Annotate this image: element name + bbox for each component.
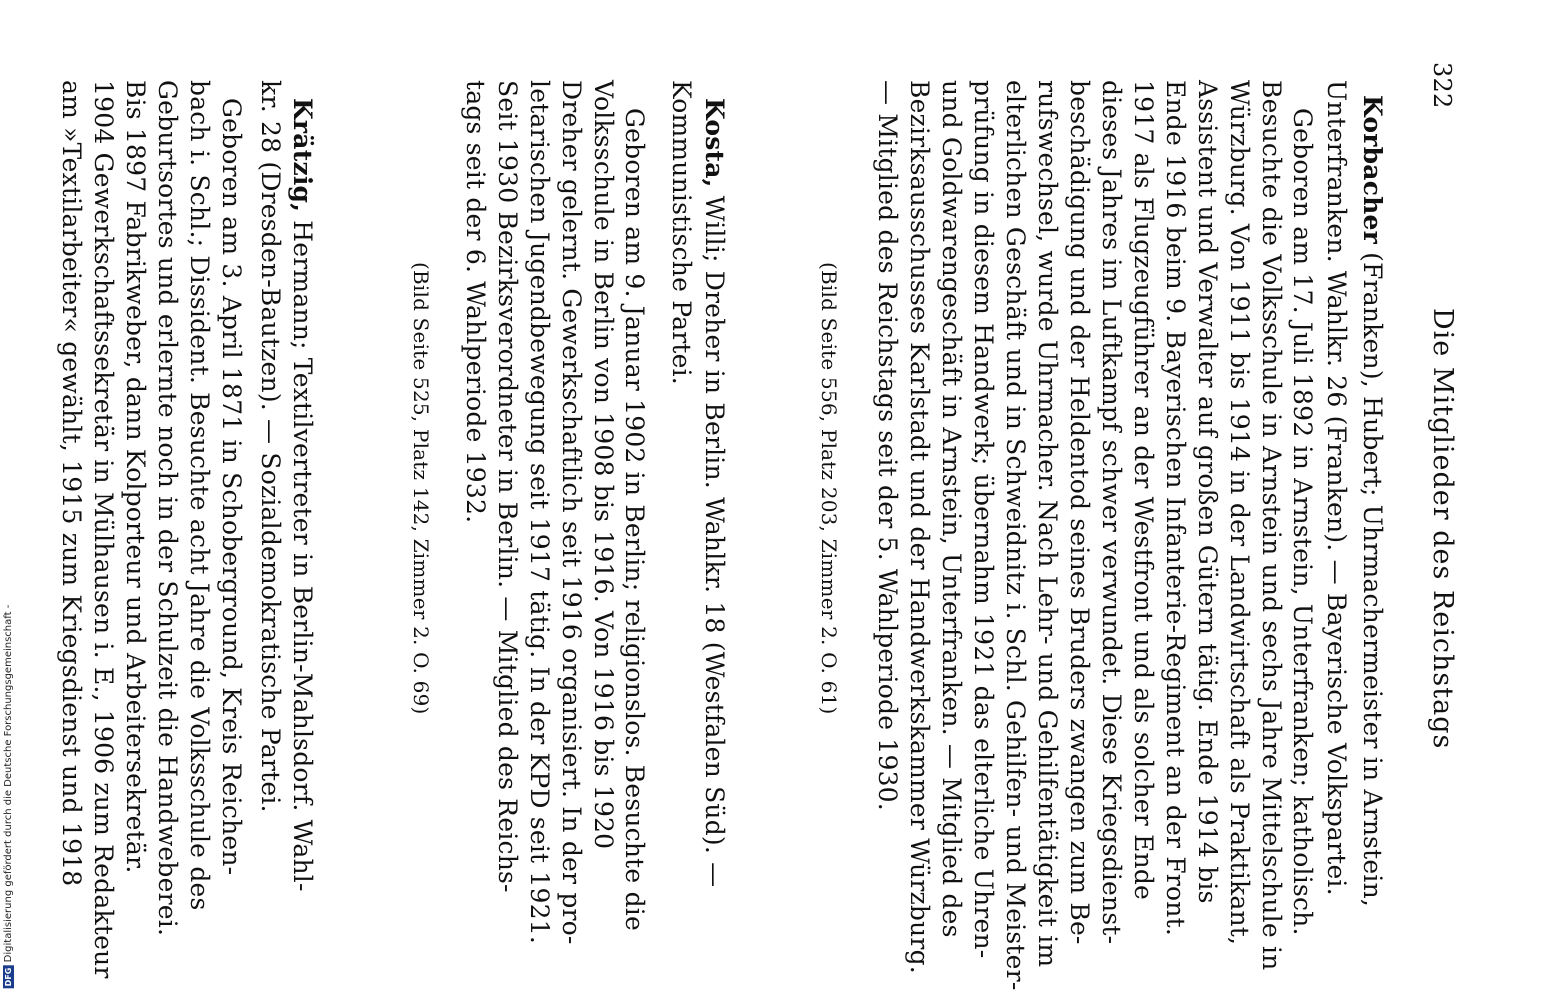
entry-1-line: Geboren am 17. Juli 1892 in Arnstein, Unterfranken; katholisch. (1288, 108, 1317, 936)
entry-1-line: dieses Jahres im Luftkampf schwer verwundet. Diese Kriegsdienst- (1097, 80, 1126, 945)
entry-2-heading (700, 98, 728, 887)
entry-3-heading-rest: Hermann; Textilvertreter in Berlin-Mahlsdorf. Wahl- (288, 212, 317, 892)
entry-1-line: und Goldwarengeschäft in Arnstein, Unterfranken. — Mitglied des (937, 80, 966, 938)
entry-2-name: Kosta, (700, 98, 729, 188)
page-number: 322 (1428, 62, 1456, 109)
entry-3-line: bach i. Schl.; Dissident. Besuchte acht Jahre die Volksschule des (185, 80, 214, 911)
entry-2-line: Kommunistische Partei. (667, 80, 696, 385)
entry-1-picture-ref: (Bild Seite 556, Platz 203, Zimmer 2. O. 61) (817, 262, 841, 715)
entry-1-name: Korbacher (1358, 95, 1387, 244)
page-header-title: Die Mitglieder des Reichstags (1427, 308, 1458, 750)
entry-1-line: Bezirksausschusses Karlstadt und der Handwerkskammer Würzburg. (905, 80, 934, 974)
entry-3-line: Geboren am 3. April 1871 in Schoberground, Kreis Reichen- (217, 98, 246, 876)
entry-2-line: tags seit der 6. Wahlperiode 1932. (461, 80, 490, 524)
entry-1-heading (1358, 95, 1386, 907)
entry-2-line: Seit 1930 Bezirksverordneter in Berlin. — Mitglied des Reichs- (493, 80, 522, 893)
dfg-logo: DFG (4, 967, 13, 987)
entry-1-line: Würzburg. Von 1911 bis 1914 in der Landwirtschaft als Praktikant, (1225, 80, 1254, 946)
entry-1-line: elterlichen Geschäft und in Schweidnitz i. Schl. Gehilfen- und Meister- (1001, 80, 1030, 991)
entry-1-line: Ende 1916 beim 9. Bayerischen Infanterie-Regiment an der Front. (1161, 80, 1190, 936)
entry-1-heading-rest: (Franken), Hubert; Uhrmachermeister in Arnstein, (1358, 243, 1387, 908)
entry-2-line: Volksschule in Berlin von 1908 bis 1916. Von 1916 bis 1920 (589, 80, 618, 850)
entry-2-picture-ref: (Bild Seite 525, Platz 142, Zimmer 2. O. 69) (409, 262, 433, 715)
entry-2-line: letarischen Jugendbewegung seit 1917 tätig. In der KPD seit 1921. (525, 80, 554, 945)
entry-3-line: 1904 Gewerkschaftssekretär in Mülhausen i. E., 1906 zum Redakteur (89, 80, 118, 979)
entry-2-line: Dreher gelernt. Gewerkschaftlich seit 1916 organisiert. In der pro- (557, 80, 586, 945)
entry-3-line: Geburtsortes und erlernte noch in der Schulzeit die Handweberei. (153, 80, 182, 937)
entry-1-line: beschädigung und der Heldentod seines Bruders zwangen zum Be- (1065, 80, 1094, 945)
entry-1-line: Unterfranken. Wahlkr. 26 (Franken). — Bayerische Volkspartei. (1322, 80, 1351, 896)
entry-1-line: prüfung in diesem Handwerk; übernahm 1921 das elterliche Uhren- (969, 80, 998, 959)
entry-3-line: am »Textilarbeiter« gewählt, 1915 zum Kriegsdienst und 1918 (57, 80, 86, 887)
entry-1-line: — Mitglied des Reichstags seit der 5. Wahlperiode 1930. (873, 80, 902, 811)
entry-1-line: 1917 als Flugzeugführer an der Westfront und als solcher Ende (1129, 80, 1158, 901)
entry-3-line: kr. 28 (Dresden-Bautzen). — Sozialdemokratische Partei. (256, 80, 285, 813)
entry-1-line: rufswechsel, wurde Uhrmacher. Nach Lehr- und Gehilfentätigkeit im (1033, 80, 1062, 968)
entry-2-heading-rest: Willi; Dreher in Berlin. Wahlkr. 18 (Westfalen Süd). — (700, 187, 729, 888)
entry-3-name: Krätzig, (288, 98, 317, 213)
entry-3-heading (288, 98, 316, 892)
entry-1-line: Besuchte die Volksschule in Arnstein und sechs Jahre Mittelschule in (1257, 80, 1286, 971)
entry-3-line: Bis 1897 Fabrikweber, dann Kolporteur und Arbeitersekretär. (121, 80, 150, 874)
entry-1-line: Assistent und Verwalter auf großen Gütern tätig. Ende 1914 bis (1193, 80, 1222, 904)
digitization-credit (3, 605, 14, 988)
entry-2-line: Geboren am 9. Januar 1902 in Berlin; religionslos. Besuchte die (620, 108, 649, 931)
credit-text: Digitalisierung gefördert durch die Deutsche Forschungsgemeinschaft - (3, 605, 14, 963)
